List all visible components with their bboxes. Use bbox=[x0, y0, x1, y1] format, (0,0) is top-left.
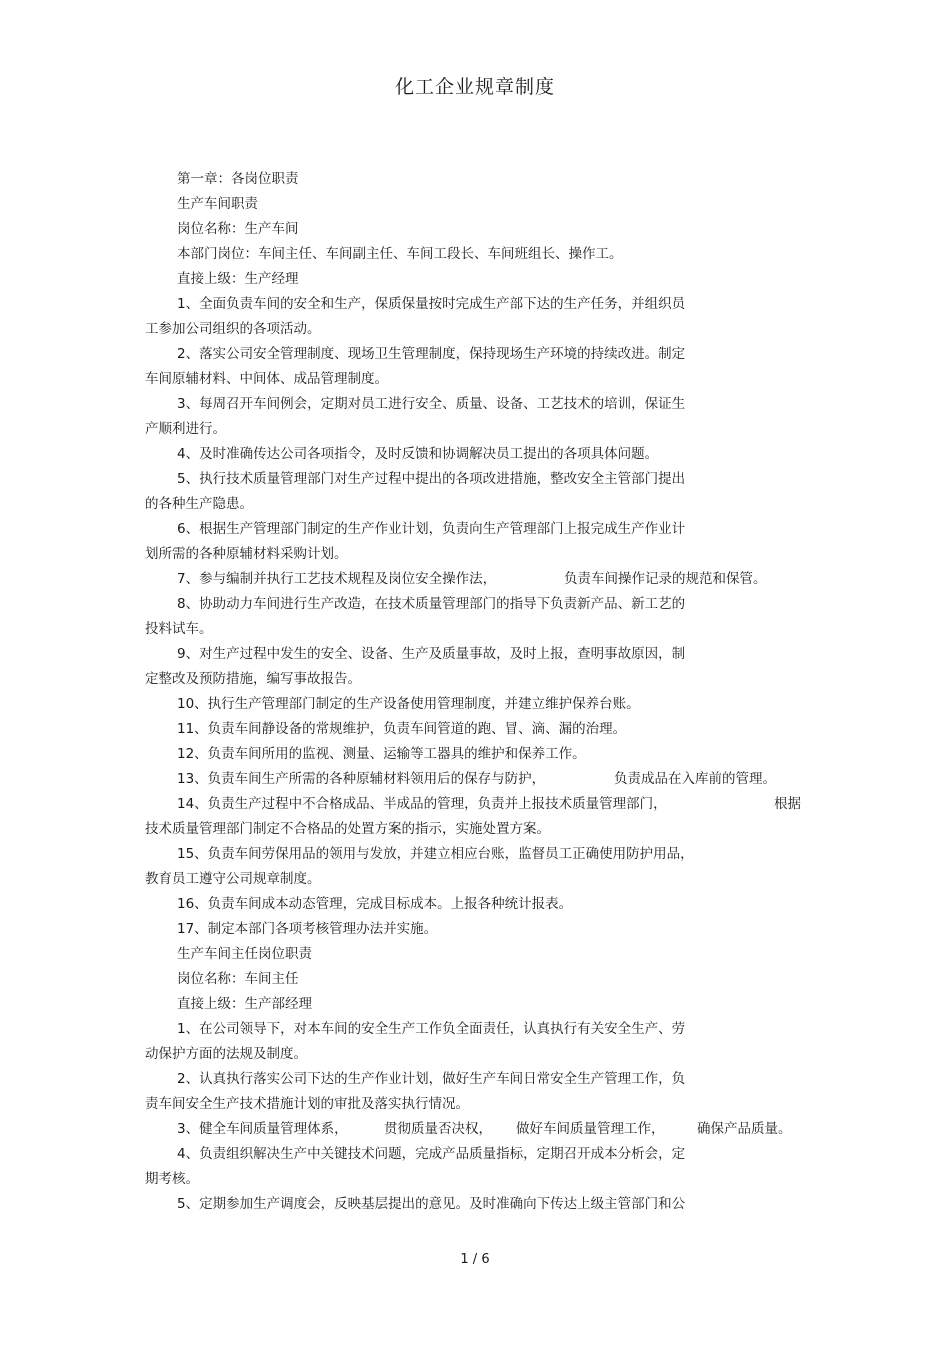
paragraph-line: 5、定期参加生产调度会，反映基层提出的意见。及时准确向下传达上级主管部门和公 bbox=[177, 1196, 686, 1212]
paragraph-line: 岗位名称：车间主任 bbox=[177, 971, 299, 987]
paragraph-line: 投料试车。 bbox=[145, 621, 213, 637]
paragraph-line: 负责车间操作记录的规范和保管。 bbox=[564, 571, 767, 587]
paragraph-line: 贯彻质量否决权， bbox=[384, 1121, 492, 1137]
paragraph-line: 3、每周召开车间例会，定期对员工进行安全、质量、设备、工艺技术的培训，保证生 bbox=[177, 396, 686, 412]
paragraph-line: 17、制定本部门各项考核管理办法并实施。 bbox=[177, 921, 438, 937]
paragraph-line: 根据 bbox=[774, 796, 801, 812]
paragraph-line: 教育员工遵守公司规章制度。 bbox=[145, 871, 321, 887]
section-heading: 生产车间职责 bbox=[177, 196, 258, 212]
paragraph-line: 16、负责车间成本动态管理，完成目标成本。上报各种统计报表。 bbox=[177, 896, 573, 912]
paragraph-line: 14、负责生产过程中不合格成品、半成品的管理，负责并上报技术质量管理部门， bbox=[177, 796, 667, 812]
paragraph-line: 做好车间质量管理工作， bbox=[516, 1121, 665, 1137]
paragraph-line: 的各种生产隐患。 bbox=[145, 496, 253, 512]
paragraph-line: 划所需的各种原辅材料采购计划。 bbox=[145, 546, 348, 562]
paragraph-line: 15、负责车间劳保用品的领用与发放，并建立相应台账，监督员工正确使用防护用品， bbox=[177, 846, 694, 862]
section-heading: 生产车间主任岗位职责 bbox=[177, 946, 312, 962]
paragraph-line: 3、健全车间质量管理体系， bbox=[177, 1121, 348, 1137]
paragraph-line: 5、执行技术质量管理部门对生产过程中提出的各项改进措施，整改安全主管部门提出 bbox=[177, 471, 686, 487]
paragraph-line: 4、负责组织解决生产中关键技术问题，完成产品质量指标，定期召开成本分析会，定 bbox=[177, 1146, 686, 1162]
paragraph-line: 8、协助动力车间进行生产改造，在技术质量管理部门的指导下负责新产品、新工艺的 bbox=[177, 596, 686, 612]
page-number: 1 / 6 bbox=[460, 1252, 490, 1267]
paragraph-line: 车间原辅材料、中间体、成品管理制度。 bbox=[145, 371, 388, 387]
paragraph-line: 1、在公司领导下，对本车间的安全生产工作负全面责任，认真执行有关安全生产、劳 bbox=[177, 1021, 686, 1037]
paragraph-line: 直接上级：生产经理 bbox=[177, 271, 299, 287]
document-title: 化工企业规章制度 bbox=[394, 76, 555, 98]
paragraph-line: 2、认真执行落实公司下达的生产作业计划，做好生产车间日常安全生产管理工作，负 bbox=[177, 1071, 686, 1087]
paragraph-line: 13、负责车间生产所需的各种原辅材料领用后的保存与防护， bbox=[177, 771, 546, 787]
paragraph-line: 10、执行生产管理部门制定的生产设备使用管理制度，并建立维护保养台账。 bbox=[177, 696, 640, 712]
paragraph-line: 产顺利进行。 bbox=[145, 421, 226, 437]
paragraph-line: 岗位名称：生产车间 bbox=[177, 221, 299, 237]
paragraph-line: 定整改及预防措施，编写事故报告。 bbox=[145, 671, 361, 687]
paragraph-line: 11、负责车间静设备的常规维护，负责车间管道的跑、冒、滴、漏的治理。 bbox=[177, 721, 627, 737]
paragraph-line: 确保产品质量。 bbox=[697, 1121, 792, 1137]
paragraph-line: 7、参与编制并执行工艺技术规程及岗位安全操作法， bbox=[177, 571, 497, 587]
paragraph-line: 技术质量管理部门制定不合格品的处置方案的指示，实施处置方案。 bbox=[145, 821, 550, 837]
paragraph-line: 期考核。 bbox=[145, 1171, 199, 1187]
paragraph-line: 负责成品在入库前的管理。 bbox=[614, 771, 776, 787]
paragraph-line: 直接上级：生产部经理 bbox=[177, 996, 312, 1012]
paragraph-line: 9、对生产过程中发生的安全、设备、生产及质量事故，及时上报，查明事故原因，制 bbox=[177, 646, 686, 662]
paragraph-line: 本部门岗位：车间主任、车间副主任、车间工段长、车间班组长、操作工。 bbox=[177, 246, 623, 262]
paragraph-line: 2、落实公司安全管理制度、现场卫生管理制度，保持现场生产环境的持续改进。制定 bbox=[177, 346, 686, 362]
paragraph-line: 责车间安全生产技术措施计划的审批及落实执行情况。 bbox=[145, 1096, 469, 1112]
paragraph-line: 1、全面负责车间的安全和生产，保质保量按时完成生产部下达的生产任务，并组织员 bbox=[177, 296, 686, 312]
paragraph-line: 工参加公司组织的各项活动。 bbox=[145, 321, 321, 337]
paragraph-line: 12、负责车间所用的监视、测量、运输等工器具的维护和保养工作。 bbox=[177, 746, 586, 762]
paragraph-line: 4、及时准确传达公司各项指令，及时反馈和协调解决员工提出的各项具体问题。 bbox=[177, 446, 659, 462]
paragraph-line: 6、根据生产管理部门制定的生产作业计划，负责向生产管理部门上报完成生产作业计 bbox=[177, 521, 686, 537]
chapter-heading: 第一章：各岗位职责 bbox=[177, 171, 299, 187]
paragraph-line: 动保护方面的法规及制度。 bbox=[145, 1046, 307, 1062]
